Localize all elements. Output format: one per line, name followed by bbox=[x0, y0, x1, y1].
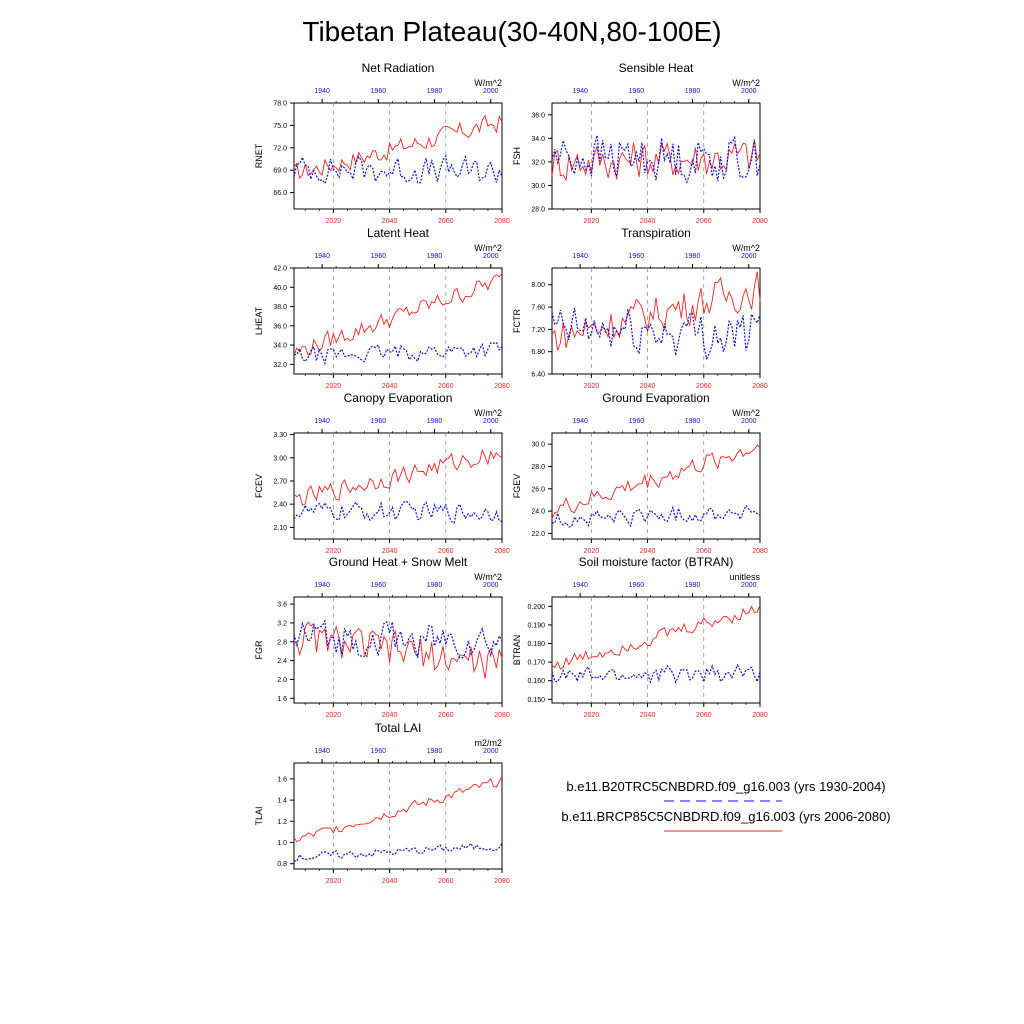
top-tick-label: 2000 bbox=[740, 253, 757, 260]
top-tick-label: 1980 bbox=[684, 253, 701, 260]
y-axis-label: RNET bbox=[254, 143, 264, 169]
top-tick-label: 1940 bbox=[572, 253, 588, 260]
top-tick-label: 1960 bbox=[628, 88, 645, 95]
y-tick-label: 30.0 bbox=[531, 182, 545, 190]
units-label: W/m^2 bbox=[732, 78, 760, 88]
panel-title: Sensible Heat bbox=[618, 61, 694, 75]
y-tick-label: 36.0 bbox=[531, 112, 545, 120]
y-tick-label: 0.170 bbox=[527, 659, 545, 667]
top-tick-label: 1980 bbox=[684, 582, 701, 589]
rcp85-series-line bbox=[294, 273, 502, 355]
y-tick-label: 2.10 bbox=[273, 524, 287, 532]
legend bbox=[561, 779, 890, 831]
plot-frame bbox=[552, 433, 760, 539]
y-tick-label: 34.0 bbox=[531, 135, 545, 143]
x-tick-label: 2020 bbox=[325, 218, 342, 225]
x-tick-label: 2060 bbox=[437, 218, 454, 225]
x-tick-label: 2080 bbox=[752, 383, 768, 390]
y-tick-label: 0.8 bbox=[277, 861, 287, 869]
x-tick-label: 2040 bbox=[381, 878, 398, 885]
x-tick-label: 2060 bbox=[437, 878, 454, 885]
y-tick-label: 2.8 bbox=[277, 639, 287, 647]
x-tick-label: 2080 bbox=[494, 218, 510, 225]
historical-series-line bbox=[294, 501, 502, 523]
top-tick-label: 1980 bbox=[426, 253, 443, 260]
top-tick-label: 1980 bbox=[684, 88, 701, 95]
top-tick-label: 1940 bbox=[314, 582, 330, 589]
panel-title: Total LAI bbox=[374, 721, 422, 735]
units-label: W/m^2 bbox=[474, 572, 502, 582]
top-tick-label: 1940 bbox=[314, 88, 330, 95]
y-tick-label: 42.0 bbox=[273, 265, 287, 273]
y-tick-label: 72.0 bbox=[273, 145, 287, 153]
figure-title: Tibetan Plateau(30-40N,80-100E) bbox=[302, 16, 722, 47]
y-tick-label: 24.0 bbox=[531, 508, 545, 516]
chart-panel bbox=[254, 721, 510, 885]
top-tick-label: 1940 bbox=[314, 748, 330, 755]
y-tick-label: 0.160 bbox=[527, 678, 545, 686]
top-tick-label: 1960 bbox=[628, 582, 645, 589]
y-tick-label: 32.0 bbox=[273, 361, 287, 369]
y-tick-label: 66.0 bbox=[273, 190, 287, 198]
panel-title: Ground Evaporation bbox=[602, 391, 710, 405]
top-tick-label: 2000 bbox=[482, 88, 499, 95]
plot-frame bbox=[552, 597, 760, 703]
top-tick-label: 2000 bbox=[740, 88, 757, 95]
y-tick-label: 1.6 bbox=[277, 695, 287, 703]
y-tick-label: 34.0 bbox=[273, 342, 287, 350]
x-tick-label: 2040 bbox=[381, 548, 398, 555]
y-tick-label: 2.40 bbox=[273, 501, 287, 509]
x-tick-label: 2040 bbox=[381, 383, 398, 390]
chart-panel bbox=[254, 61, 510, 225]
chart-panel bbox=[512, 61, 768, 225]
historical-series-line bbox=[294, 342, 502, 363]
y-tick-label: 2.4 bbox=[277, 658, 287, 666]
y-tick-label: 40.0 bbox=[273, 284, 287, 292]
top-tick-label: 1980 bbox=[684, 418, 701, 425]
chart-panel bbox=[512, 391, 768, 555]
rcp85-series-line bbox=[552, 272, 760, 351]
top-tick-label: 1940 bbox=[572, 582, 588, 589]
y-tick-label: 36.0 bbox=[273, 323, 287, 331]
y-tick-label: 0.150 bbox=[527, 696, 545, 704]
y-tick-label: 78.0 bbox=[273, 100, 287, 108]
units-label: W/m^2 bbox=[474, 78, 502, 88]
rcp85-series-line bbox=[552, 605, 760, 669]
y-tick-label: 22.0 bbox=[531, 530, 545, 538]
plot-frame bbox=[294, 763, 502, 869]
units-label: m2/m2 bbox=[474, 738, 502, 748]
y-axis-label: FGEV bbox=[512, 473, 522, 499]
top-tick-label: 1960 bbox=[370, 748, 387, 755]
units-label: W/m^2 bbox=[732, 243, 760, 253]
top-tick-label: 1960 bbox=[370, 88, 387, 95]
x-tick-label: 2040 bbox=[639, 218, 656, 225]
y-tick-label: 3.6 bbox=[277, 601, 287, 609]
y-axis-label: LHEAT bbox=[254, 306, 264, 336]
top-tick-label: 2000 bbox=[482, 253, 499, 260]
x-tick-label: 2020 bbox=[325, 878, 342, 885]
y-axis-label: FCEV bbox=[254, 473, 264, 499]
y-tick-label: 0.200 bbox=[527, 603, 545, 611]
y-tick-label: 1.4 bbox=[277, 797, 287, 805]
y-axis-label: FCTR bbox=[512, 309, 522, 333]
y-tick-label: 2.0 bbox=[277, 676, 287, 684]
plot-frame bbox=[294, 103, 502, 209]
historical-series-line bbox=[552, 665, 760, 682]
x-tick-label: 2020 bbox=[325, 548, 342, 555]
units-label: W/m^2 bbox=[474, 408, 502, 418]
y-tick-label: 3.2 bbox=[277, 620, 287, 628]
panel-title: Latent Heat bbox=[366, 226, 430, 240]
rcp85-series-line bbox=[294, 116, 502, 178]
y-tick-label: 28.0 bbox=[531, 206, 545, 214]
units-label: W/m^2 bbox=[474, 243, 502, 253]
top-tick-label: 1940 bbox=[572, 418, 588, 425]
top-tick-label: 1960 bbox=[370, 253, 387, 260]
y-tick-label: 6.80 bbox=[531, 349, 545, 357]
x-tick-label: 2060 bbox=[437, 383, 454, 390]
y-tick-label: 6.40 bbox=[531, 371, 545, 379]
x-tick-label: 2080 bbox=[752, 712, 768, 719]
chart-panel bbox=[512, 226, 768, 390]
y-tick-label: 26.0 bbox=[531, 486, 545, 494]
y-axis-label: FSH bbox=[512, 147, 522, 165]
y-tick-label: 38.0 bbox=[273, 304, 287, 312]
top-tick-label: 1960 bbox=[370, 418, 387, 425]
x-tick-label: 2020 bbox=[583, 548, 600, 555]
chart-panel bbox=[254, 555, 510, 719]
units-label: unitless bbox=[729, 572, 760, 582]
rcp85-series-line bbox=[294, 776, 502, 841]
x-tick-label: 2080 bbox=[494, 878, 510, 885]
y-tick-label: 32.0 bbox=[531, 159, 545, 167]
top-tick-label: 2000 bbox=[482, 582, 499, 589]
panel-title: Soil moisture factor (BTRAN) bbox=[578, 555, 734, 569]
top-tick-label: 1980 bbox=[426, 418, 443, 425]
rcp85-series-line bbox=[294, 450, 502, 505]
top-tick-label: 1980 bbox=[426, 88, 443, 95]
top-tick-label: 1960 bbox=[370, 582, 387, 589]
top-tick-label: 2000 bbox=[740, 582, 757, 589]
y-tick-label: 75.0 bbox=[273, 122, 287, 130]
x-tick-label: 2040 bbox=[639, 712, 656, 719]
top-tick-label: 1940 bbox=[314, 253, 330, 260]
x-tick-label: 2060 bbox=[695, 218, 712, 225]
panel-title: Net Radiation bbox=[361, 61, 435, 75]
x-tick-label: 2020 bbox=[583, 712, 600, 719]
historical-series-line bbox=[552, 506, 760, 527]
panel-title: Ground Heat + Snow Melt bbox=[328, 555, 468, 569]
historical-series-line bbox=[552, 135, 760, 182]
x-tick-label: 2040 bbox=[381, 712, 398, 719]
x-tick-label: 2080 bbox=[494, 548, 510, 555]
top-tick-label: 2000 bbox=[740, 418, 757, 425]
x-tick-label: 2060 bbox=[695, 712, 712, 719]
panels bbox=[254, 61, 768, 885]
y-tick-label: 28.0 bbox=[531, 463, 545, 471]
y-tick-label: 0.190 bbox=[527, 622, 545, 630]
x-tick-label: 2020 bbox=[325, 712, 342, 719]
top-tick-label: 1940 bbox=[314, 418, 330, 425]
y-axis-label: FGR bbox=[254, 640, 264, 660]
panel-title: Canopy Evaporation bbox=[343, 391, 453, 405]
x-tick-label: 2080 bbox=[494, 712, 510, 719]
chart-panel bbox=[254, 391, 510, 555]
y-axis-label: BTRAN bbox=[512, 634, 522, 666]
top-tick-label: 2000 bbox=[482, 418, 499, 425]
x-tick-label: 2020 bbox=[583, 383, 600, 390]
units-label: W/m^2 bbox=[732, 408, 760, 418]
x-tick-label: 2080 bbox=[752, 218, 768, 225]
legend-entry-label: b.e11.B20TRC5CNBDRD.f09_g16.003 (yrs 1930-2004) bbox=[566, 779, 886, 794]
historical-series-line bbox=[294, 843, 502, 861]
y-tick-label: 7.60 bbox=[531, 304, 545, 312]
plot-frame bbox=[294, 268, 502, 374]
x-tick-label: 2080 bbox=[752, 548, 768, 555]
x-tick-label: 2080 bbox=[494, 383, 510, 390]
y-tick-label: 0.180 bbox=[527, 640, 545, 648]
x-tick-label: 2040 bbox=[381, 218, 398, 225]
y-tick-label: 3.00 bbox=[273, 455, 287, 463]
y-tick-label: 2.70 bbox=[273, 478, 287, 486]
panel-title: Transpiration bbox=[621, 226, 691, 240]
y-tick-label: 1.2 bbox=[277, 818, 287, 826]
chart-panel bbox=[512, 555, 768, 719]
top-tick-label: 1980 bbox=[426, 748, 443, 755]
y-axis-label: TLAI bbox=[254, 806, 264, 826]
y-tick-label: 3.30 bbox=[273, 432, 287, 440]
historical-series-line bbox=[294, 621, 502, 658]
x-tick-label: 2060 bbox=[437, 548, 454, 555]
chart-panel bbox=[254, 226, 510, 390]
x-tick-label: 2040 bbox=[639, 383, 656, 390]
y-tick-label: 1.0 bbox=[277, 840, 287, 847]
top-tick-label: 1980 bbox=[426, 582, 443, 589]
y-tick-label: 8.00 bbox=[531, 282, 545, 290]
x-tick-label: 2020 bbox=[325, 383, 342, 390]
y-tick-label: 1.6 bbox=[277, 776, 287, 784]
x-tick-label: 2060 bbox=[437, 712, 454, 719]
x-tick-label: 2040 bbox=[639, 548, 656, 555]
legend-entry-label: b.e11.BRCP85C5CNBDRD.f09_g16.003 (yrs 2006-2080) bbox=[561, 809, 891, 824]
top-tick-label: 1960 bbox=[628, 418, 645, 425]
y-tick-label: 30.0 bbox=[531, 441, 545, 449]
top-tick-label: 1940 bbox=[572, 88, 588, 95]
x-tick-label: 2020 bbox=[583, 218, 600, 225]
x-tick-label: 2060 bbox=[695, 548, 712, 555]
rcp85-series-line bbox=[552, 445, 760, 519]
top-tick-label: 2000 bbox=[482, 748, 499, 755]
top-tick-label: 1960 bbox=[628, 253, 645, 260]
x-tick-label: 2060 bbox=[695, 383, 712, 390]
y-tick-label: 7.20 bbox=[531, 326, 545, 334]
y-tick-label: 69.0 bbox=[273, 167, 287, 175]
